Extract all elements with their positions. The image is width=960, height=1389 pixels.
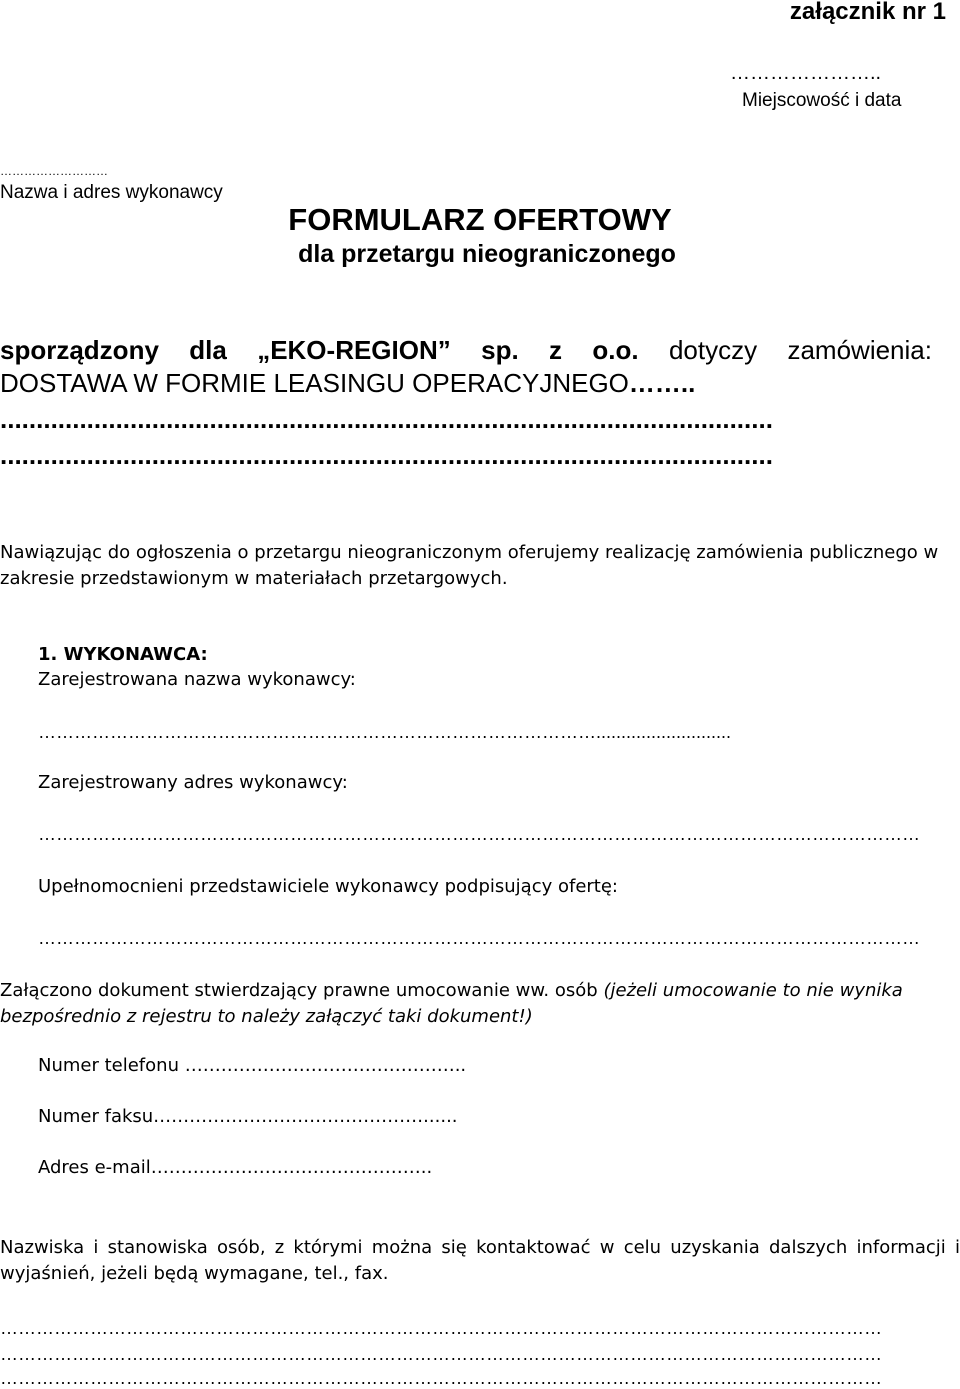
phone-number-field: Numer telefonu ……………………………………….. (38, 1055, 467, 1076)
contractor-name-field: ……………………… (0, 164, 108, 178)
contact-persons-paragraph: Nazwiska i stanowiska osób, z którymi można się kontaktować w celu uzyskania dalszych informacji i wyjaśnień, jeżeli będą wymagane, tel., fax. (0, 1237, 960, 1284)
client-name: „EKO-REGION” sp. z o.o. (257, 335, 639, 365)
fax-number-field: Numer faksu………………………………………...... (38, 1106, 458, 1127)
form-title: FORMULARZ OFERTOWY (288, 202, 672, 237)
subject-dots-line: ........................................................................................................... (0, 440, 773, 470)
registered-address-label: Zarejestrowany adres wykonawcy: (38, 772, 348, 793)
prepared-prefix: sporządzony dla (0, 335, 227, 365)
contact-persons-field: ………………………………………………………………………………………………………………………………… (0, 1318, 882, 1338)
email-address-field: Adres e-mail……………………………………….. (38, 1157, 433, 1178)
intro-paragraph: Nawiązując do ogłoszenia o przetargu nieograniczonym oferujemy realizację zamówienia publicznego w zakresie przedstawionym w materiałach przetargowych. (0, 542, 939, 589)
subject-dots-line: ........................................................................................................... (0, 404, 773, 434)
contact-persons-field: ………………………………………………………………………………………………………………………………… (0, 1368, 882, 1388)
representatives-field: ………………………………………………………………………………………………………………………………… (38, 928, 920, 948)
registered-name-label: Zarejestrowana nazwa wykonawcy: (38, 669, 356, 690)
attached-document-hint: (jeżeli umocowanie to nie wynika bezpośrednio z rejestru to należy załączyć taki dokument!) (0, 980, 903, 1027)
place-date-label: Miejscowość i data (742, 90, 902, 111)
registered-name-field: …………………………………………………………………………………........................... (38, 722, 732, 742)
prepared-suffix: dotyczy zamówienia: (668, 335, 932, 365)
section-heading-contractor: 1. WYKONAWCA: (38, 644, 208, 665)
attachment-label: załącznik nr 1 (789, 0, 946, 25)
order-subject-dots: …….. (628, 368, 696, 398)
attached-document-text: Załączono dokument stwierdzający prawne umocowanie ww. osób (0, 980, 604, 1001)
place-date-field: ………………….. (730, 62, 882, 84)
order-subject-line (0, 368, 695, 399)
registered-address-field: ………………………………………………………………………………………………………………………………… (38, 824, 920, 844)
order-subject: DOSTAWA W FORMIE LEASINGU OPERACYJNEGO (0, 368, 629, 398)
contact-persons-field: ………………………………………………………………………………………………………………………………… (0, 1344, 882, 1364)
attached-document-note (0, 978, 960, 1030)
prepared-for-line (0, 335, 932, 366)
contractor-name-label: Nazwa i adres wykonawcy (0, 182, 223, 203)
form-subtitle: dla przetargu nieograniczonego (298, 240, 676, 268)
representatives-label: Upełnomocnieni przedstawiciele wykonawcy podpisujący ofertę: (38, 876, 618, 897)
